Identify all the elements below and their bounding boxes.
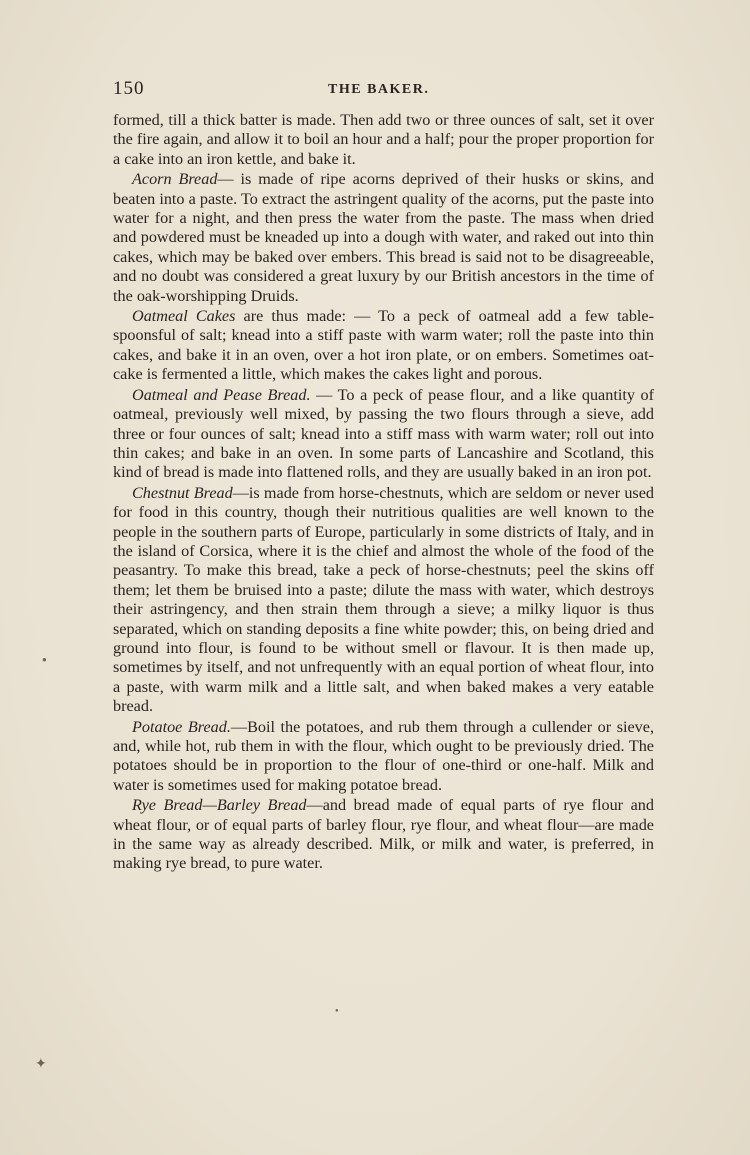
running-title: THE BAKER. [328, 82, 430, 97]
paragraph-oatmeal-cakes [113, 307, 654, 385]
paragraph-text: — is made of ripe acorns deprived of their husks or skins, and beaten into a paste. To extract the astringent quality of the acorns, put the paste into water for a night, and then press the water from the paste. The mass when dried and powdered must be kneaded up into a dough with water, and raked out into thin cakes, which may be baked over embers. This bread is said not to be disagreeable, and no doubt was considered a great luxury by our British ancestors in the time of the oak-worshipping Druids. [113, 170, 654, 305]
paragraph-text: — To a peck of pease flour, and a like quantity of oatmeal, previously well mixed, by passing the two flours through a sieve, add three or four ounces of salt; knead into a stiff mass with warm water; roll out into thin cakes; and bake in an oven. In some parts of Lancashire and Scotland, this kind of bread is made into flattened rolls, and they are usually baked in an iron pot. [113, 385, 655, 482]
body-text [113, 111, 654, 874]
recipe-title: Rye Bread—Barley Bread [132, 796, 307, 815]
recipe-title: Oatmeal Cakes [132, 307, 236, 326]
paragraph-text: are thus made: — To a peck of oatmeal add a few table-spoonsful of salt; knead into a stiff paste with warm water; roll the paste into thin cakes, and bake it in an oven, over a hot iron plate, or on embers. Sometimes oat-cake is fermented a little, which makes the cakes light and porous. [113, 307, 654, 384]
paragraph-text: formed, till a thick batter is made. Then add two or three ounces of salt, set it over the fire again, and allow it to boil an hour and a half; pour the proper proportion for a cake into an iron kettle, and bake it. [113, 111, 654, 168]
paragraph-text: —and bread made of equal parts of rye flour and wheat flour, or of equal parts of barley flour, rye flour, and wheat flour—are made in the same way as already described. Milk, or milk and water, is preferred, in making rye bread, to pure water. [113, 796, 654, 873]
paragraph-oatmeal-pease-bread [113, 386, 654, 483]
paragraph-potatoe-bread [113, 718, 654, 796]
recipe-title: Acorn Bread [132, 170, 218, 189]
paragraph-text: —is made from horse-chestnuts, which are seldom or never used for food in this country, though their nutritious qualities are well known to the people in the southern parts of Europe, particularly in some districts of Italy, and in the island of Corsica, where it is the chief and almost the whole of the food of the peasantry. To make this bread, take a peck of horse-chestnuts; peel the skins off them; let them be bruised into a paste; dilute the mass with water, which destroys their astringency, and then strain them through a sieve; a milky liquor is thus separated, which on standing deposits a fine white powder; this, on being dried and ground into flour, is found to be without smell or flavour. It is then made up, sometimes by itself, and not unfrequently with an equal portion of wheat flour, into a paste, with warm milk and a little salt, and when baked makes a very eatable bread. [113, 483, 654, 716]
recipe-title: Chestnut Bread [132, 483, 233, 502]
paragraph-acorn-bread [113, 170, 654, 306]
recipe-title: Potatoe Bread. [132, 717, 231, 736]
page-number: 150 [113, 78, 145, 99]
paragraph-continuation [113, 111, 654, 169]
ink-speck: ✦ [35, 1057, 47, 1072]
recipe-title: Oatmeal and Pease Bread. [132, 385, 311, 404]
paragraph-rye-barley-bread [113, 796, 654, 874]
ink-speck: ● [42, 655, 47, 664]
paragraph-chestnut-bread [113, 484, 654, 717]
paragraph-text: —Boil the potatoes, and rub them through a cullender or sieve, and, while hot, rub them in with the flour, which ought to be previously dried. The potatoes should be in proportion to the flour of one-third or one-half. Milk and water is sometimes used for making potatoe bread. [113, 717, 655, 794]
ink-speck: ● [335, 1008, 339, 1014]
page-header [113, 78, 653, 102]
